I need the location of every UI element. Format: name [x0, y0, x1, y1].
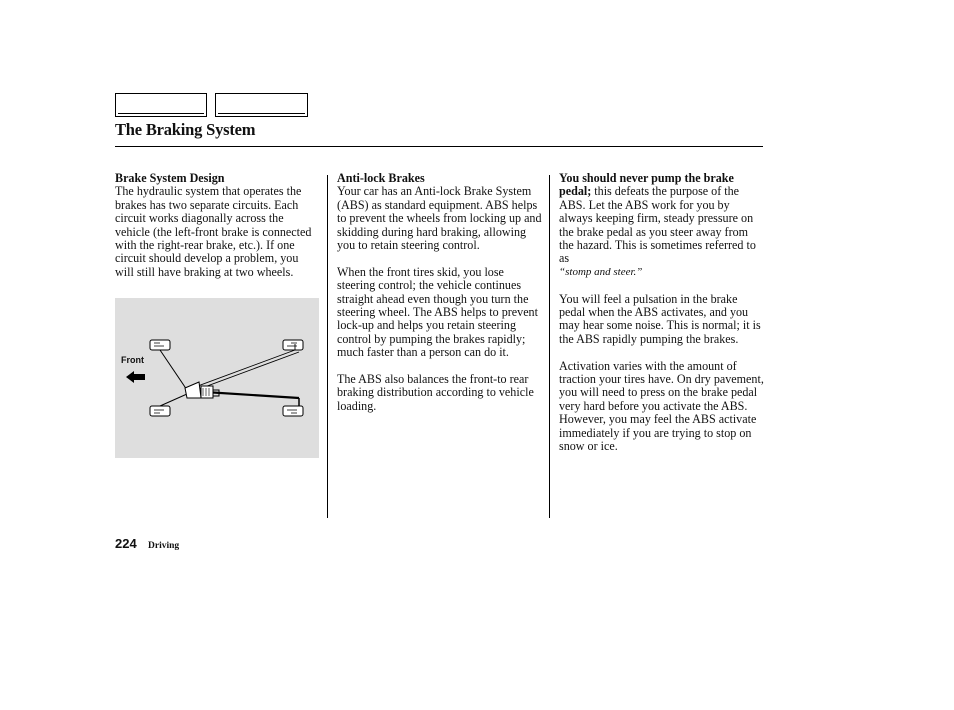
abs-paragraph-3: The ABS also balances the front-to rear braking distribution according to vehicle loading.: [337, 372, 534, 413]
heading-brake-system-design: Brake System Design: [115, 171, 225, 185]
front-arrow-icon: [126, 371, 145, 383]
front-label: Front: [121, 355, 144, 365]
abs-paragraph-2: When the front tires skid, you lose steering control; the vehicle continues straight ahead even though you turn the steering wheel. The ABS helps to prevent lock-up and helps you retain steering control by pumping the brakes rapidly; much faster than a person can do it.: [337, 264, 538, 360]
rear-right-brake-icon: [283, 406, 303, 416]
brake-system-design-text: The hydraulic system that operates the brakes has two separate circuits. Each circuit works diagonally across the vehicle (the left-front brake is connected with the right-rear brake, etc.). If one circuit should develop a problem, you will still have braking at two wheels.: [115, 184, 312, 279]
brake-circuit-drawing: [115, 298, 319, 458]
activation-paragraph: Activation varies with the amount of traction your tires have. On dry pavement, you will need to press on the brake pedal very hard before you activate the ABS. However, you may feel the ABS activate immediately if you are trying to stop on snow or ice.: [559, 358, 764, 454]
column-divider-1: [327, 175, 328, 518]
stomp-and-steer-quote: “stomp and steer.”: [559, 265, 643, 278]
section-label: Driving: [148, 541, 180, 551]
column-right: [559, 172, 764, 467]
page-number: 224: [115, 536, 137, 551]
rear-left-brake-icon: [150, 406, 170, 416]
column-left: [115, 172, 319, 293]
header-tab-box-1: [115, 93, 207, 117]
page-title: The Braking System: [115, 120, 256, 139]
heading-anti-lock-brakes: Anti-lock Brakes: [337, 171, 425, 185]
header-tab-box-2: [215, 93, 308, 117]
brake-lines: [160, 344, 299, 406]
pump-warning-text: this defeats the purpose of the ABS. Let the ABS work for you by always keeping firm, steady pressure on the brake pedal as you steer away from the hazard. This is sometimes referred to as: [559, 184, 756, 266]
front-left-brake-icon: [150, 340, 170, 350]
pulsation-paragraph: You will feel a pulsation in the brake pedal when the ABS activates, and you may hear some noise. This is normal; it is the ABS rapidly pumping the brakes.: [559, 291, 761, 346]
title-rule: [115, 146, 763, 147]
front-right-brake-icon: [283, 340, 303, 350]
pump-warning-paragraph: [559, 172, 764, 266]
pump-warning-bold: You should never pump the brake pedal;: [559, 171, 734, 199]
column-divider-2: [549, 175, 550, 518]
abs-paragraph-1: Your car has an Anti-lock Brake System (ABS) as standard equipment. ABS helps to prevent the wheels from locking up and skidding during hard braking, allowing you to retain steering control.: [337, 184, 542, 253]
column-middle: [337, 172, 543, 427]
brake-circuit-diagram: [115, 298, 319, 458]
